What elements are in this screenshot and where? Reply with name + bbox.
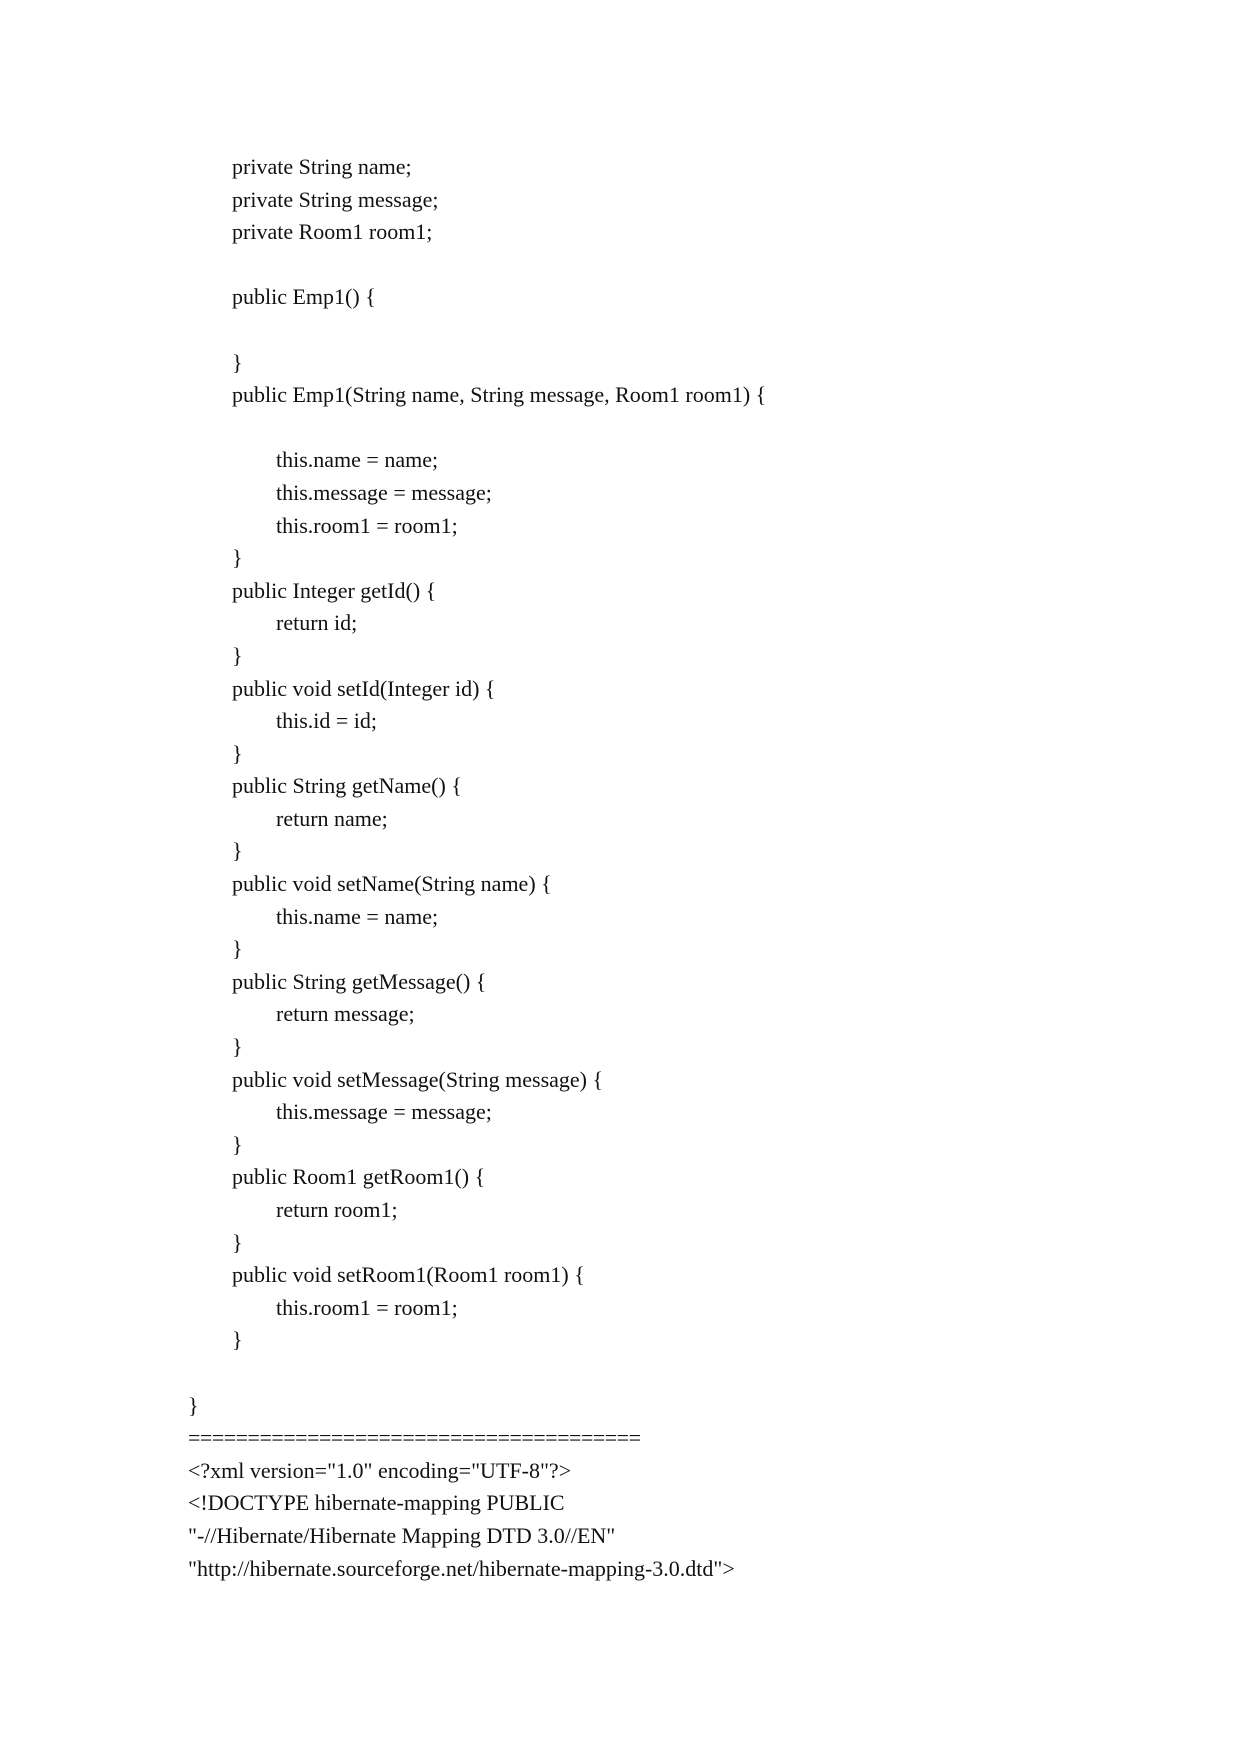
code-line: private String message; — [232, 186, 439, 212]
code-line: "-//Hibernate/Hibernate Mapping DTD 3.0//EN" — [188, 1522, 616, 1548]
code-line: this.message = message; — [276, 479, 492, 505]
code-line: } — [232, 838, 243, 864]
blank-line — [188, 314, 1148, 347]
code-line: public Room1 getRoom1() { — [232, 1164, 486, 1190]
code-line: <!DOCTYPE hibernate-mapping PUBLIC — [188, 1490, 565, 1516]
code-line: "http://hibernate.sourceforge.net/hibernate-mapping-3.0.dtd"> — [188, 1555, 735, 1581]
code-line: } — [232, 936, 243, 962]
code-line: private String name; — [232, 154, 412, 179]
code-line: } — [232, 1229, 243, 1255]
code-line: } — [232, 642, 243, 668]
code-line: } — [232, 349, 243, 375]
code-line: this.id = id; — [276, 708, 378, 734]
code-line: this.name = name; — [276, 903, 439, 929]
code-line: return name; — [276, 805, 388, 831]
code-line: } — [232, 1327, 243, 1353]
code-line: return room1; — [276, 1197, 398, 1222]
code-line: public String getName() { — [232, 773, 462, 799]
code-line: public void setName(String name) { — [232, 871, 552, 897]
code-line: } — [232, 1034, 243, 1060]
blank-line — [188, 1357, 1148, 1390]
code-line: } — [232, 545, 243, 571]
code-line: <?xml version="1.0" encoding="UTF-8"?> — [188, 1457, 572, 1483]
code-line: public Emp1(String name, String message, Room1 room1) { — [232, 382, 767, 408]
blank-line — [188, 249, 1148, 282]
code-line: public void setId(Integer id) { — [232, 675, 496, 701]
code-line: } — [232, 740, 243, 766]
code-line: public String getMessage() { — [232, 968, 487, 994]
code-line: } — [188, 1392, 199, 1418]
code-line: ====================================== — [188, 1425, 641, 1451]
code-line: public Emp1() { — [232, 284, 376, 310]
code-line: this.room1 = room1; — [276, 512, 458, 538]
code-line: return message; — [276, 1001, 415, 1027]
code-listing — [188, 151, 1148, 1585]
code-line: } — [232, 1131, 243, 1157]
code-line: return id; — [276, 610, 358, 636]
code-line: public void setRoom1(Room1 room1) { — [232, 1262, 585, 1288]
code-line: public Integer getId() { — [232, 577, 437, 603]
code-line: this.message = message; — [276, 1099, 492, 1125]
code-line: this.room1 = room1; — [276, 1294, 458, 1320]
code-line: private Room1 room1; — [232, 219, 433, 245]
code-line: public void setMessage(String message) { — [232, 1066, 604, 1092]
blank-line — [188, 412, 1148, 445]
code-line: this.name = name; — [276, 447, 439, 473]
